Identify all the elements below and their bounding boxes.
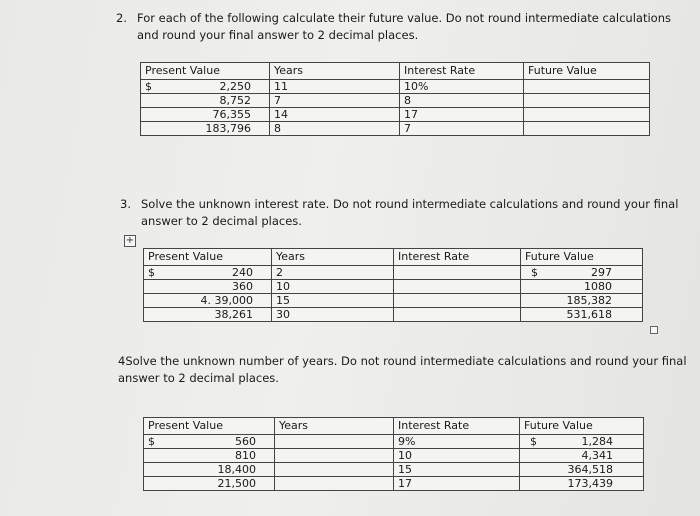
years-cell[interactable]: 30 bbox=[272, 308, 394, 322]
question-3-text-line2: answer to 2 decimal places. bbox=[141, 214, 302, 228]
interest-rate-cell[interactable] bbox=[394, 294, 521, 308]
present-value-cell[interactable] bbox=[141, 108, 270, 122]
table-row bbox=[144, 294, 643, 308]
future-value-cell[interactable] bbox=[520, 463, 644, 477]
dollar-sign: $ bbox=[530, 435, 537, 448]
years-cell[interactable]: 14 bbox=[270, 108, 400, 122]
future-value-cell[interactable] bbox=[524, 80, 650, 94]
dollar-sign: $ bbox=[148, 435, 155, 448]
future-value: 531,618 bbox=[566, 308, 612, 321]
future-value: 185,382 bbox=[566, 294, 612, 307]
future-value: 297 bbox=[591, 266, 612, 279]
interest-rate-cell[interactable]: 10 bbox=[394, 449, 520, 463]
future-value: 364,518 bbox=[567, 463, 613, 476]
table-row bbox=[141, 122, 650, 136]
present-value: 8,752 bbox=[219, 94, 251, 107]
dollar-sign: $ bbox=[531, 266, 538, 279]
present-value: 240 bbox=[232, 266, 253, 279]
question-4 bbox=[118, 353, 687, 387]
future-value-cell[interactable] bbox=[521, 294, 643, 308]
years-cell[interactable] bbox=[275, 449, 394, 463]
interest-rate-cell[interactable] bbox=[394, 308, 521, 322]
present-value: 2,250 bbox=[219, 80, 251, 93]
table-row bbox=[144, 477, 644, 491]
years-cell[interactable] bbox=[275, 435, 394, 449]
present-value: 21,500 bbox=[217, 477, 256, 490]
table-row bbox=[144, 308, 643, 322]
table-row bbox=[144, 280, 643, 294]
present-value-cell[interactable] bbox=[144, 308, 272, 322]
table-row bbox=[144, 463, 644, 477]
future-value-cell[interactable] bbox=[521, 280, 643, 294]
future-value: 1080 bbox=[584, 280, 612, 293]
table-resize-handle[interactable] bbox=[650, 326, 658, 334]
table-row bbox=[141, 108, 650, 122]
interest-rate-table bbox=[143, 248, 643, 322]
question-4-text-line1: 4Solve the unknown number of years. Do not round intermediate calculations and round your final bbox=[118, 354, 687, 368]
present-value: 18,400 bbox=[217, 463, 256, 476]
table-move-handle-icon[interactable]: + bbox=[125, 235, 135, 246]
present-value-cell[interactable] bbox=[141, 94, 270, 108]
header-present-value: Present Value bbox=[144, 249, 272, 266]
header-interest-rate: Interest Rate bbox=[394, 249, 521, 266]
interest-rate-cell[interactable]: 9% bbox=[394, 435, 520, 449]
table-row bbox=[141, 94, 650, 108]
future-value-cell[interactable] bbox=[520, 449, 644, 463]
interest-rate-cell[interactable] bbox=[394, 266, 521, 280]
header-years: Years bbox=[270, 63, 400, 80]
present-value-cell[interactable] bbox=[144, 294, 272, 308]
question-4-text-line2: answer to 2 decimal places. bbox=[118, 371, 279, 385]
future-value: 1,284 bbox=[581, 435, 613, 448]
interest-rate-cell[interactable]: 8 bbox=[400, 94, 524, 108]
question-2-text-line2: and round your final answer to 2 decimal places. bbox=[137, 28, 419, 42]
years-cell[interactable] bbox=[275, 477, 394, 491]
years-cell[interactable]: 11 bbox=[270, 80, 400, 94]
question-2-number: 2. bbox=[116, 11, 127, 25]
interest-rate-cell[interactable]: 17 bbox=[394, 477, 520, 491]
present-value-cell[interactable] bbox=[144, 477, 275, 491]
future-value-cell[interactable] bbox=[520, 435, 644, 449]
present-value-cell[interactable] bbox=[144, 280, 272, 294]
future-value-cell[interactable] bbox=[521, 308, 643, 322]
present-value: 4. 39,000 bbox=[200, 294, 253, 307]
interest-rate-cell[interactable]: 10% bbox=[400, 80, 524, 94]
header-present-value: Present Value bbox=[141, 63, 270, 80]
header-future-value: Future Value bbox=[524, 63, 650, 80]
present-value: 183,796 bbox=[205, 122, 251, 135]
present-value: 38,261 bbox=[214, 308, 253, 321]
years-cell[interactable]: 8 bbox=[270, 122, 400, 136]
present-value-cell[interactable] bbox=[144, 266, 272, 280]
header-future-value: Future Value bbox=[520, 418, 644, 435]
question-2-text-line1: For each of the following calculate their future value. Do not round intermediate calculations bbox=[137, 11, 671, 25]
header-interest-rate: Interest Rate bbox=[400, 63, 524, 80]
dollar-sign: $ bbox=[145, 80, 152, 93]
header-future-value: Future Value bbox=[521, 249, 643, 266]
future-value-table bbox=[140, 62, 650, 136]
table-row bbox=[141, 80, 650, 94]
question-3 bbox=[120, 196, 679, 230]
years-cell[interactable]: 2 bbox=[272, 266, 394, 280]
future-value: 173,439 bbox=[567, 477, 613, 490]
future-value-cell[interactable] bbox=[520, 477, 644, 491]
future-value-cell[interactable] bbox=[524, 94, 650, 108]
present-value-cell[interactable] bbox=[141, 80, 270, 94]
present-value: 76,355 bbox=[212, 108, 251, 121]
header-years: Years bbox=[272, 249, 394, 266]
future-value: 4,341 bbox=[581, 449, 613, 462]
table-row bbox=[144, 449, 644, 463]
header-interest-rate: Interest Rate bbox=[394, 418, 520, 435]
header-present-value: Present Value bbox=[144, 418, 275, 435]
interest-rate-cell[interactable] bbox=[394, 280, 521, 294]
years-cell[interactable]: 15 bbox=[272, 294, 394, 308]
question-3-number: 3. bbox=[120, 197, 131, 211]
interest-rate-cell[interactable]: 17 bbox=[400, 108, 524, 122]
present-value-cell[interactable] bbox=[144, 435, 275, 449]
present-value: 360 bbox=[232, 280, 253, 293]
present-value-cell[interactable] bbox=[141, 122, 270, 136]
table-row bbox=[144, 266, 643, 280]
present-value: 810 bbox=[235, 449, 256, 462]
header-years: Years bbox=[275, 418, 394, 435]
interest-rate-cell[interactable]: 15 bbox=[394, 463, 520, 477]
present-value-cell[interactable] bbox=[144, 449, 275, 463]
question-3-text-line1: Solve the unknown interest rate. Do not round intermediate calculations and round your final bbox=[141, 197, 679, 211]
interest-rate-cell[interactable]: 7 bbox=[400, 122, 524, 136]
years-cell[interactable]: 7 bbox=[270, 94, 400, 108]
years-cell[interactable] bbox=[275, 463, 394, 477]
present-value-cell[interactable] bbox=[144, 463, 275, 477]
present-value: 560 bbox=[235, 435, 256, 448]
future-value-cell[interactable] bbox=[521, 266, 643, 280]
table-row bbox=[144, 435, 644, 449]
number-of-years-table bbox=[143, 417, 644, 491]
years-cell[interactable]: 10 bbox=[272, 280, 394, 294]
future-value-cell[interactable] bbox=[524, 108, 650, 122]
dollar-sign: $ bbox=[148, 266, 155, 279]
future-value-cell[interactable] bbox=[524, 122, 650, 136]
question-2 bbox=[116, 10, 671, 44]
